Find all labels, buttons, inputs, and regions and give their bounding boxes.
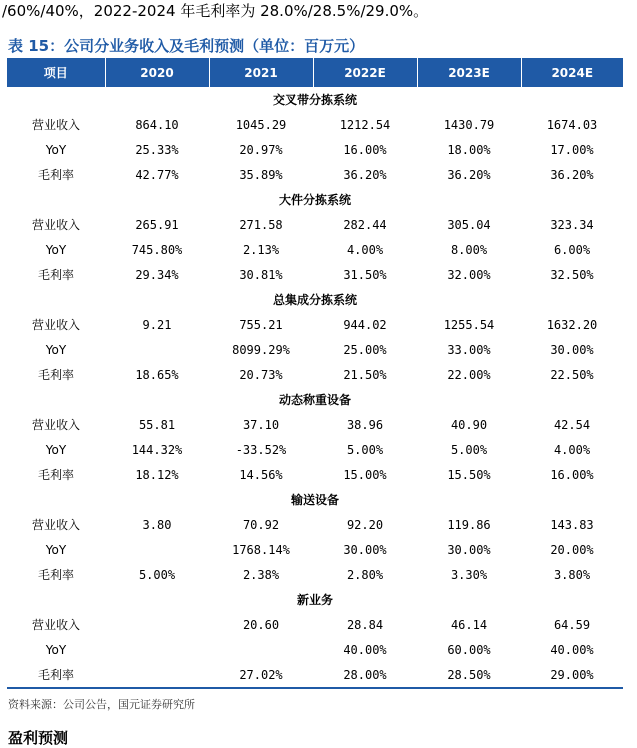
table-cell: 15.00%	[343, 467, 387, 482]
table-cell: 8099.29%	[232, 342, 290, 357]
source-note: 资料来源：公司公告，国元证券研究所	[8, 698, 195, 711]
table-row	[7, 162, 623, 187]
table-cell: 9.21	[142, 317, 172, 332]
table-cell	[105, 637, 209, 662]
table-cell: 25.33%	[135, 142, 179, 157]
table-cell: 755.21	[239, 317, 283, 332]
section-title: 输送设备	[290, 493, 339, 507]
table-cell: 30.00%	[447, 542, 491, 557]
table-cell: 143.83	[550, 517, 594, 532]
table-cell: 30.00%	[343, 542, 387, 557]
row-label: YoY	[45, 542, 67, 557]
table-cell: -33.52%	[235, 442, 287, 457]
table-cell: 92.20	[346, 517, 384, 532]
table-cell: 5.00%	[450, 442, 488, 457]
table-cell: 30.81%	[239, 267, 283, 282]
table-cell: 46.14	[450, 617, 488, 632]
table-cell: 20.97%	[239, 142, 283, 157]
section-title: 新业务	[296, 593, 333, 607]
section-title: 动态称重设备	[278, 393, 351, 407]
table-cell: 2.38%	[242, 567, 280, 582]
table-row	[7, 112, 623, 137]
row-label: 营业收入	[31, 218, 80, 232]
row-label: 毛利率	[37, 368, 74, 382]
table-cell: 1045.29	[235, 117, 287, 132]
table-cell: 271.58	[239, 217, 283, 232]
table-row	[7, 137, 623, 162]
section-row	[7, 487, 623, 512]
forecast-table	[7, 58, 623, 689]
table-row	[7, 337, 623, 362]
table-cell: 20.00%	[550, 542, 594, 557]
column-header: 2024E	[521, 58, 623, 87]
table-cell: 282.44	[343, 217, 387, 232]
row-label: 营业收入	[31, 618, 80, 632]
table-row	[7, 437, 623, 462]
table-cell: 30.00%	[550, 342, 594, 357]
row-label: 毛利率	[37, 468, 74, 482]
table-cell: 18.12%	[135, 467, 179, 482]
table-cell: 2.80%	[346, 567, 384, 582]
table-cell: 8.00%	[450, 242, 488, 257]
column-header: 2023E	[417, 58, 521, 87]
table-cell: 29.34%	[135, 267, 179, 282]
table-cell: 745.80%	[131, 242, 183, 257]
row-label: 毛利率	[37, 168, 74, 182]
table-cell: 42.54	[553, 417, 591, 432]
table-cell: 1632.20	[546, 317, 598, 332]
table-row	[7, 612, 623, 637]
table-row	[7, 312, 623, 337]
section-row	[7, 287, 623, 312]
table-header-row	[7, 58, 623, 87]
table-cell: 28.50%	[417, 662, 521, 688]
table-row	[7, 412, 623, 437]
table-cell: 37.10	[242, 417, 280, 432]
table-cell: 42.77%	[135, 167, 179, 182]
table-cell: 60.00%	[447, 642, 491, 657]
table-row	[7, 537, 623, 562]
table-cell: 2.13%	[242, 242, 280, 257]
table-cell: 22.00%	[447, 367, 491, 382]
row-label: YoY	[45, 142, 67, 157]
table-cell	[105, 662, 209, 688]
table-cell: 14.56%	[239, 467, 283, 482]
row-label: 营业收入	[31, 518, 80, 532]
table-cell: 16.00%	[343, 142, 387, 157]
row-label: 营业收入	[31, 118, 80, 132]
table-cell: 18.65%	[135, 367, 179, 382]
table-cell: 40.00%	[550, 642, 594, 657]
table-cell: 28.84	[346, 617, 384, 632]
table-cell: 64.59	[553, 617, 591, 632]
table-row	[7, 562, 623, 587]
row-label: YoY	[45, 342, 67, 357]
table-cell: 119.86	[447, 517, 491, 532]
table-cell: 144.32%	[131, 442, 183, 457]
table-cell: 864.10	[135, 117, 179, 132]
table-cell: 6.00%	[553, 242, 591, 257]
table-cell: 5.00%	[138, 567, 176, 582]
column-header: 2021	[209, 58, 313, 87]
table-cell: 1430.79	[443, 117, 495, 132]
row-label: YoY	[45, 242, 67, 257]
table-row	[7, 362, 623, 387]
row-label: 毛利率	[37, 268, 74, 282]
section-row	[7, 87, 623, 112]
table-row	[7, 212, 623, 237]
table-cell: 55.81	[138, 417, 176, 432]
table-caption: 表 15：公司分业务收入及毛利预测（单位：百万元）	[8, 37, 365, 55]
table-row	[7, 237, 623, 262]
table-cell: 3.80	[142, 517, 172, 532]
section-title: 交叉带分拣系统	[272, 93, 357, 107]
row-label: 毛利率	[7, 662, 105, 688]
table-cell: 38.96	[346, 417, 384, 432]
table-row	[7, 262, 623, 287]
table-cell: 3.30%	[450, 567, 488, 582]
table-cell: 323.34	[550, 217, 594, 232]
column-header: 2020	[105, 58, 209, 87]
table-cell: 36.20%	[550, 167, 594, 182]
intro-text: /60%/40%，2022-2024 年毛利率为 28.0%/28.5%/29.0%。	[2, 2, 429, 20]
forecast-table-container	[7, 58, 623, 689]
section-row	[7, 387, 623, 412]
table-cell: 36.20%	[343, 167, 387, 182]
table-cell: 32.00%	[447, 267, 491, 282]
table-cell: 15.50%	[447, 467, 491, 482]
section-row	[7, 587, 623, 612]
next-section-heading: 盈利预测	[8, 729, 69, 747]
section-title: 大件分拣系统	[278, 193, 351, 207]
table-cell: 16.00%	[550, 467, 594, 482]
table-cell: 32.50%	[550, 267, 594, 282]
table-cell: 70.92	[242, 517, 280, 532]
table-cell: 36.20%	[447, 167, 491, 182]
row-label: 毛利率	[37, 568, 74, 582]
table-cell: 4.00%	[553, 442, 591, 457]
table-cell: 31.50%	[343, 267, 387, 282]
table-row	[7, 637, 623, 662]
row-label: 营业收入	[31, 418, 80, 432]
section-row	[7, 187, 623, 212]
table-cell: 20.60	[242, 617, 280, 632]
table-cell: 18.00%	[447, 142, 491, 157]
table-cell: 21.50%	[343, 367, 387, 382]
column-header: 项目	[7, 58, 105, 87]
table-cell: 5.00%	[346, 442, 384, 457]
table-cell: 944.02	[343, 317, 387, 332]
table-cell: 33.00%	[447, 342, 491, 357]
table-cell: 1212.54	[339, 117, 391, 132]
table-cell	[105, 537, 209, 562]
table-cell: 20.73%	[239, 367, 283, 382]
table-cell: 27.02%	[209, 662, 313, 688]
table-row	[7, 462, 623, 487]
table-cell	[209, 637, 313, 662]
table-cell: 1255.54	[443, 317, 495, 332]
section-title: 总集成分拣系统	[272, 293, 357, 307]
table-cell: 35.89%	[239, 167, 283, 182]
table-cell: 305.04	[447, 217, 491, 232]
row-label: YoY	[45, 442, 67, 457]
table-cell: 17.00%	[550, 142, 594, 157]
row-label: YoY	[45, 642, 67, 657]
table-cell: 22.50%	[550, 367, 594, 382]
table-cell: 265.91	[135, 217, 179, 232]
table-cell: 1674.03	[546, 117, 598, 132]
table-cell: 40.00%	[343, 642, 387, 657]
table-cell: 25.00%	[343, 342, 387, 357]
table-cell	[105, 337, 209, 362]
table-cell: 29.00%	[521, 662, 623, 688]
table-cell	[105, 612, 209, 637]
table-cell: 4.00%	[346, 242, 384, 257]
table-body	[7, 87, 623, 688]
row-label: 营业收入	[31, 318, 80, 332]
table-cell: 40.90	[450, 417, 488, 432]
column-header: 2022E	[313, 58, 417, 87]
table-cell: 28.00%	[313, 662, 417, 688]
table-row	[7, 512, 623, 537]
table-cell: 1768.14%	[232, 542, 290, 557]
table-row	[7, 662, 623, 688]
table-cell: 3.80%	[553, 567, 591, 582]
